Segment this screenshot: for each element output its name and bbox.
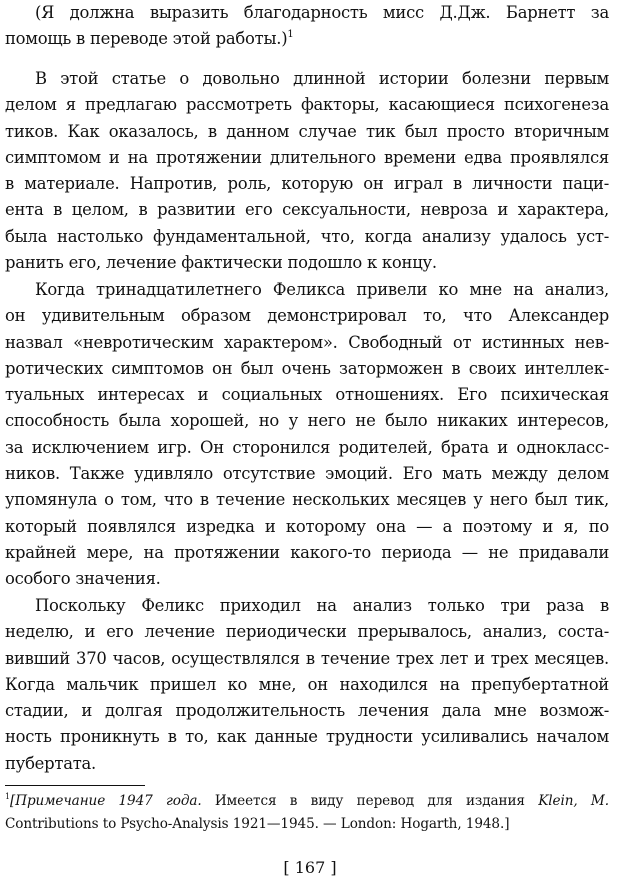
text-line: (Я должна выразить благодарность мисс Д.Дж. Барнетт за — [35, 3, 609, 22]
text-line: назвал «невротическим характером». Свободный от истинных нев- — [5, 332, 609, 352]
text-line: неделю, и его лечение периодически прерывалось, анализ, соста- — [5, 622, 609, 642]
acknowledgement — [5, 0, 609, 53]
text-line: туальных интересах и социальных отношениях. Его психическая — [5, 385, 609, 405]
text-line: ротических симптомов он был очень заторможен в своих интеллек- — [5, 358, 609, 378]
text-line: способность была хорошей, но у него не было никаких интересов, — [5, 411, 609, 431]
text-line: Когда тринадцатилетнего Феликса привели ко мне на анализ, — [35, 280, 609, 299]
footnote — [5, 790, 609, 836]
footnote-line: Contributions to Psycho-Analysis 1921—1945. — London: Hogarth, 1948.] — [5, 816, 510, 832]
footnote-author: Klein, M. — [538, 793, 609, 809]
footnote-marker: 1 — [5, 792, 10, 801]
text-line: вивший 370 часов, осуществлялся в течение трех лет и трех месяцев. — [5, 648, 609, 668]
text-line: стадии, и долгая продолжительность лечения дала мне возмож- — [5, 701, 609, 721]
page-number: [ 167 ] — [283, 858, 337, 877]
text-line: Поскольку Феликс приходил на анализ только три раза в — [35, 596, 609, 615]
paragraph — [5, 593, 609, 777]
text-line: тиков. Как оказалось, в данном случае тик был просто вторичным — [5, 121, 609, 141]
text-line: В этой статье о довольно длинной истории болезни первым — [35, 69, 609, 88]
paragraph — [5, 277, 609, 593]
footnote-note-label: [Примечание 1947 года. — [10, 793, 202, 809]
text-line: он удивительным образом демонстрировал то, что Александер — [5, 306, 609, 326]
footnote-separator — [5, 785, 145, 786]
text-line: пубертата. — [5, 753, 97, 773]
text-line: ников. Также удивляло отсутствие эмоций. Его мать между делом — [5, 464, 609, 484]
text-line: симптомом и на протяжении длительного времени едва проявлялся — [5, 147, 609, 167]
text-line: помощь в переводе этой работы.)$^1$ — [5, 29, 294, 49]
text-line: который появлялся изредка и которому она — а поэтому и я, по — [5, 516, 609, 536]
paragraph — [5, 66, 609, 276]
footnote-line: $^1$[Примечание 1947 года. Имеется в виду перевод для издания Klein, M. — [5, 792, 609, 809]
text-line: была настолько фундаментальной, что, когда анализу удалось уст- — [5, 226, 609, 246]
footnote-ref[interactable]: 1 — [287, 29, 294, 41]
text-line: крайней мере, на протяжении какого-то периода — не придавали — [5, 542, 609, 562]
text-line: особого значения. — [5, 569, 161, 589]
text-line: ность проникнуть в то, как данные трудности усиливались началом — [5, 727, 609, 747]
text-line: делом я предлагаю рассмотреть факторы, касающиеся психогенеза — [5, 95, 609, 115]
text-line: в материале. Напротив, роль, которую он играл в личности паци- — [5, 174, 609, 194]
text-line: Когда мальчик пришел ко мне, он находился на препубертатной — [5, 674, 609, 694]
text-line: за исключением игр. Он сторонился родителей, брата и однокласс- — [5, 437, 609, 457]
text-line: ента в целом, в развитии его сексуальности, невроза и характера, — [5, 200, 609, 220]
text-line: упомянула о том, что в течение нескольких месяцев у него был тик, — [5, 490, 609, 510]
text-line: ранить его, лечение фактически подошло к концу. — [5, 253, 437, 273]
